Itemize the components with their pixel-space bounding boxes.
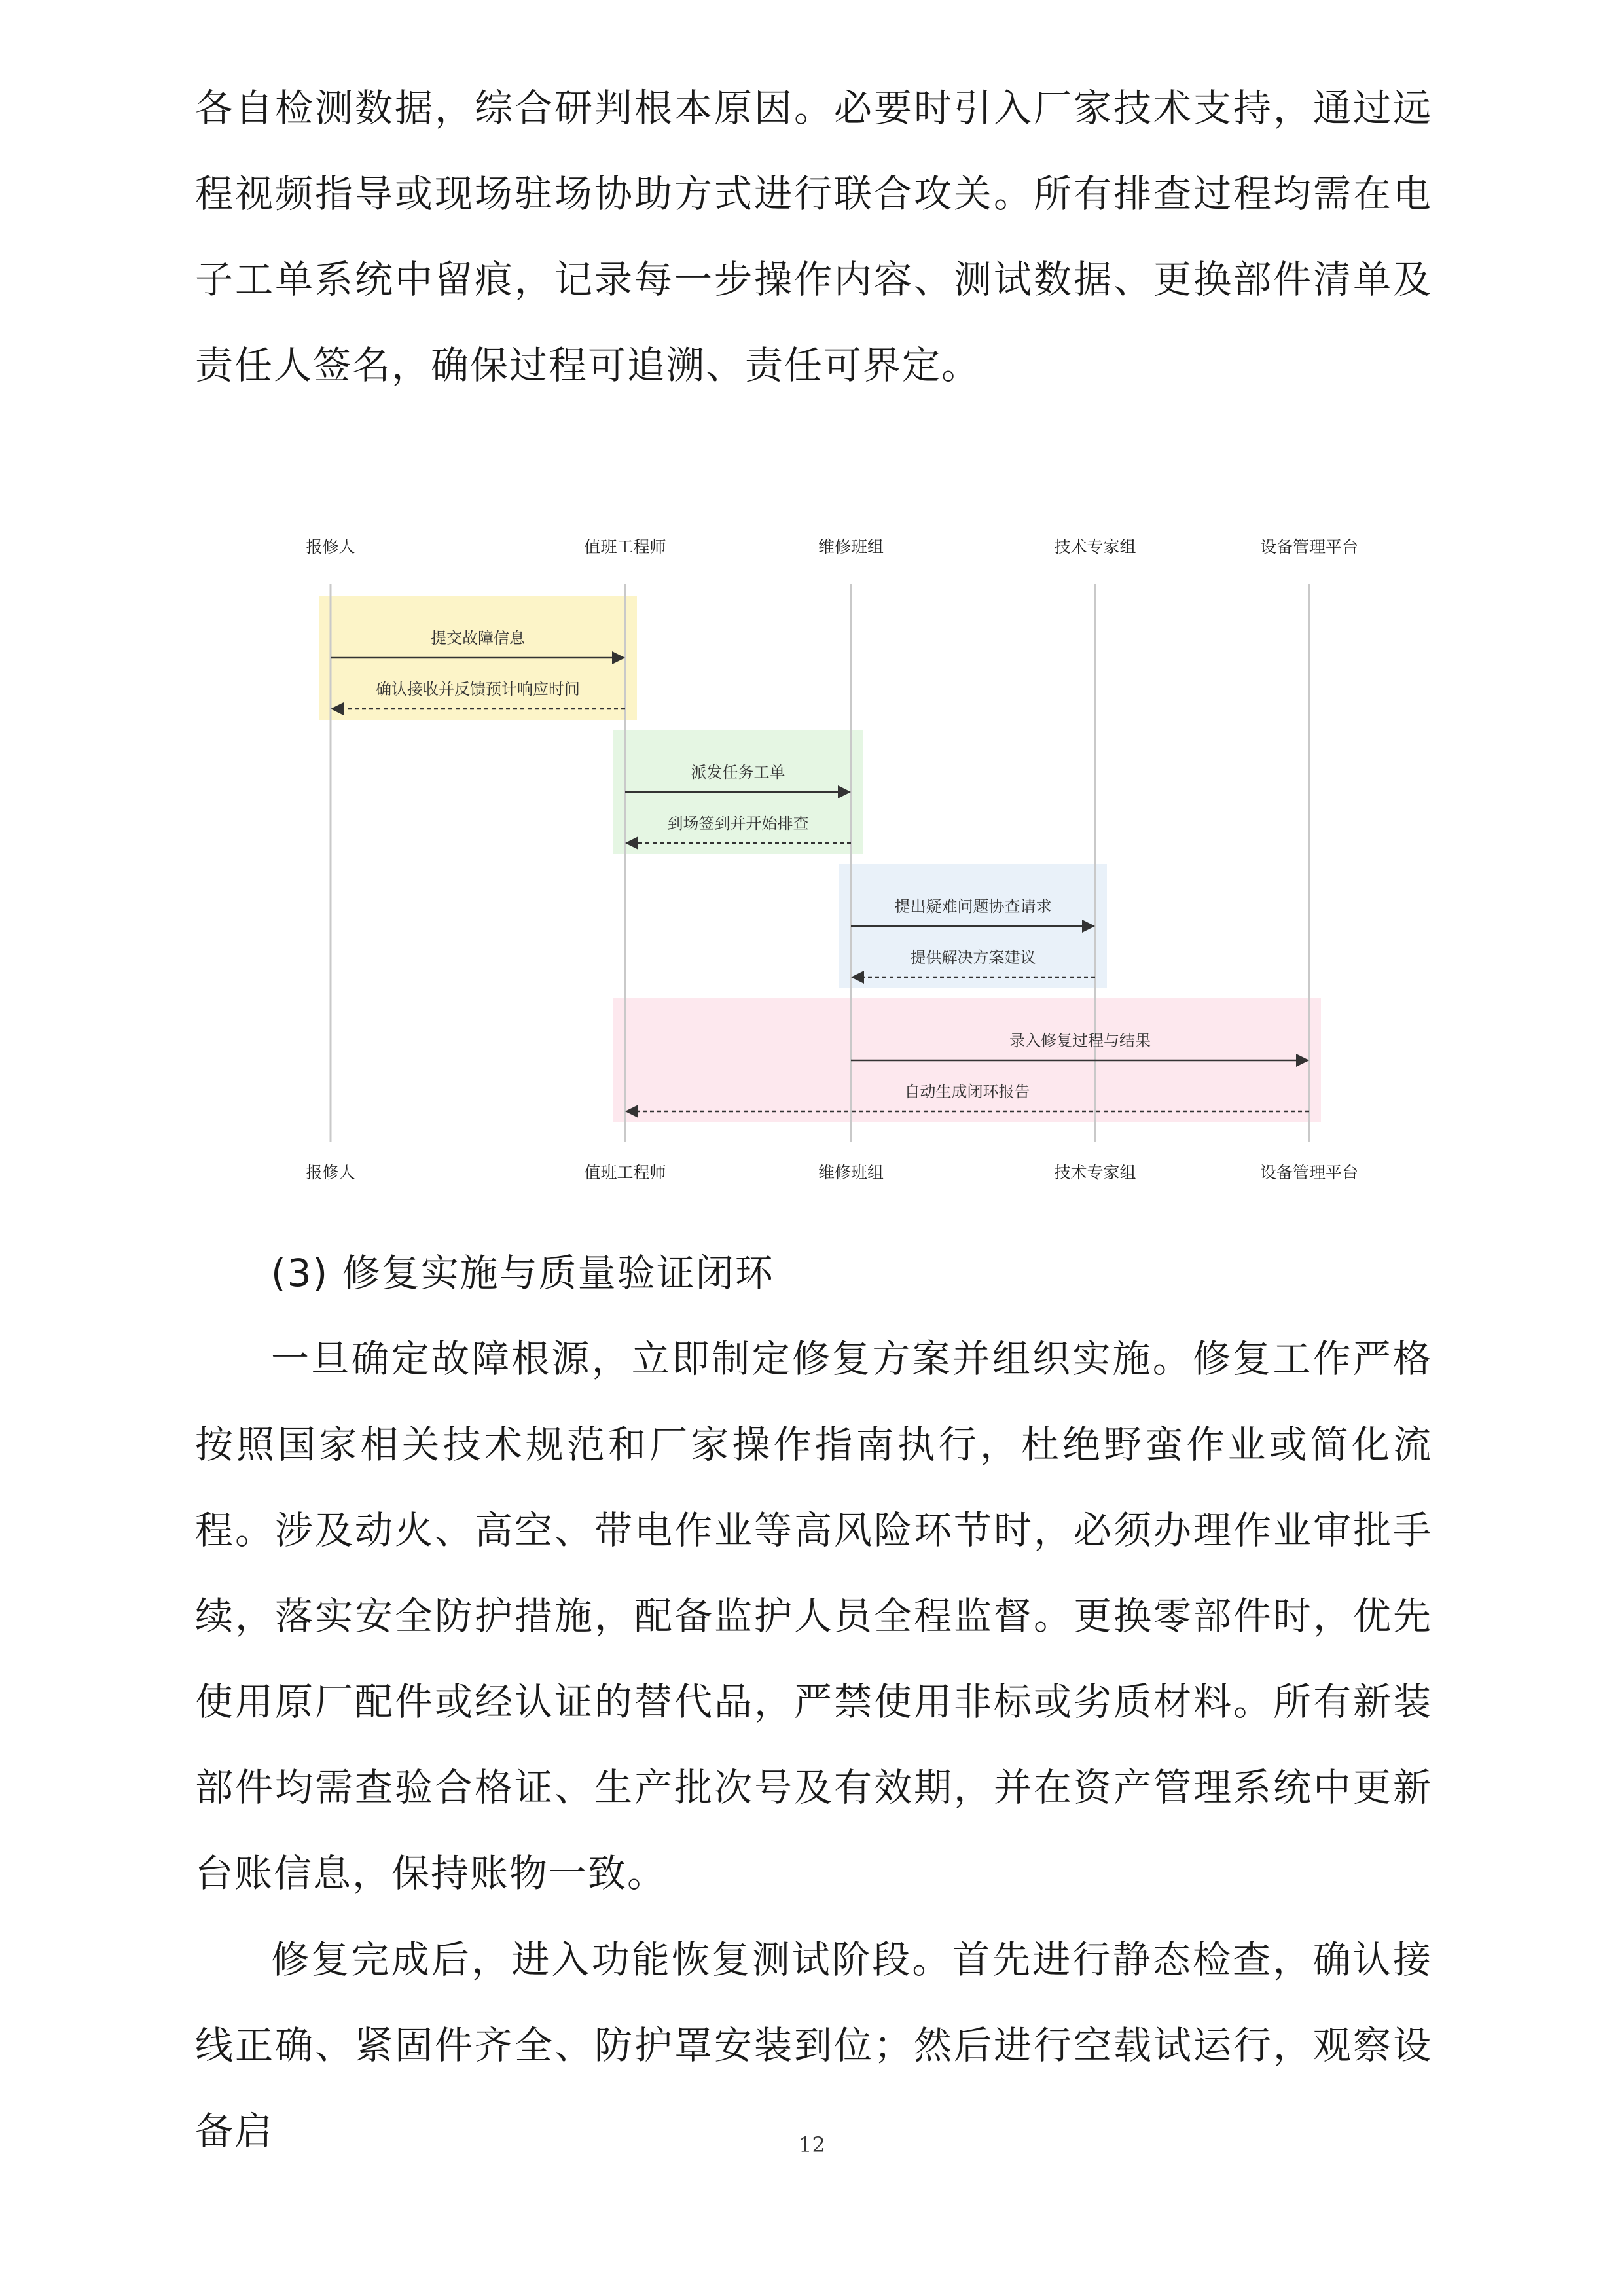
paragraph-repair: 一旦确定故障根源，立即制定修复方案并组织实施。修复工作严格按照国家相关技术规范和厂家操作指南执行，杜绝野蛮作业或简化流程。涉及动火、高空、带电作业等高风险环节时，必须办理作业审批手续，落实安全防护措施，配备监护人员全程监督。更换零部件时，优先使用原厂配件或经认证的替代品，严禁使用非标或劣质材料。所有新装部件均需查验合格证、生产批次号及有效期，并在资产管理系统中更新台账信息，保持账物一致。 [195, 1336, 1432, 1895]
sequence-diagram [288, 524, 1375, 1204]
message-label: 提交故障信息 [431, 629, 525, 647]
message-label: 录入修复过程与结果 [1009, 1031, 1151, 1050]
message-label: 确认接收并反馈预计响应时间 [376, 680, 580, 698]
message-label: 提供解决方案建议 [910, 948, 1036, 967]
actor-label-bottom: 设备管理平台 [1259, 1163, 1359, 1182]
message-label: 自动生成闭环报告 [904, 1083, 1030, 1101]
actor-label-top: 技术专家组 [1054, 537, 1136, 556]
actor-label-bottom: 技术专家组 [1054, 1163, 1136, 1182]
page-number: 12 [799, 2132, 825, 2157]
section-heading: (3) 修复实施与质量验证闭环 [271, 1251, 774, 1295]
actor-label-top: 值班工程师 [584, 537, 666, 556]
actor-label-top: 维修班组 [818, 537, 884, 556]
message-label: 提出疑难问题协查请求 [894, 897, 1052, 916]
actor-label-top: 设备管理平台 [1259, 537, 1359, 556]
paragraph-intro: 各自检测数据，综合研判根本原因。必要时引入厂家技术支持，通过远程视频指导或现场驻场协助方式进行联合攻关。所有排查过程均需在电子工单系统中留痕，记录每一步操作内容、测试数据、更换部件清单及责任人签名，确保过程可追溯、责任可界定。 [195, 86, 1432, 387]
paragraph-testing: 修复完成后，进入功能恢复测试阶段。首先进行静态检查，确认接线正确、紧固件齐全、防护罩安装到位；然后进行空载试运行，观察设备启 [195, 1937, 1432, 2153]
actor-label-bottom: 维修班组 [818, 1163, 884, 1182]
actor-label-bottom: 报修人 [306, 1163, 355, 1182]
message-label: 派发任务工单 [691, 763, 785, 781]
actor-label-bottom: 值班工程师 [584, 1163, 666, 1182]
message-label: 到场签到并开始排查 [667, 814, 809, 833]
actor-label-top: 报修人 [306, 537, 355, 556]
